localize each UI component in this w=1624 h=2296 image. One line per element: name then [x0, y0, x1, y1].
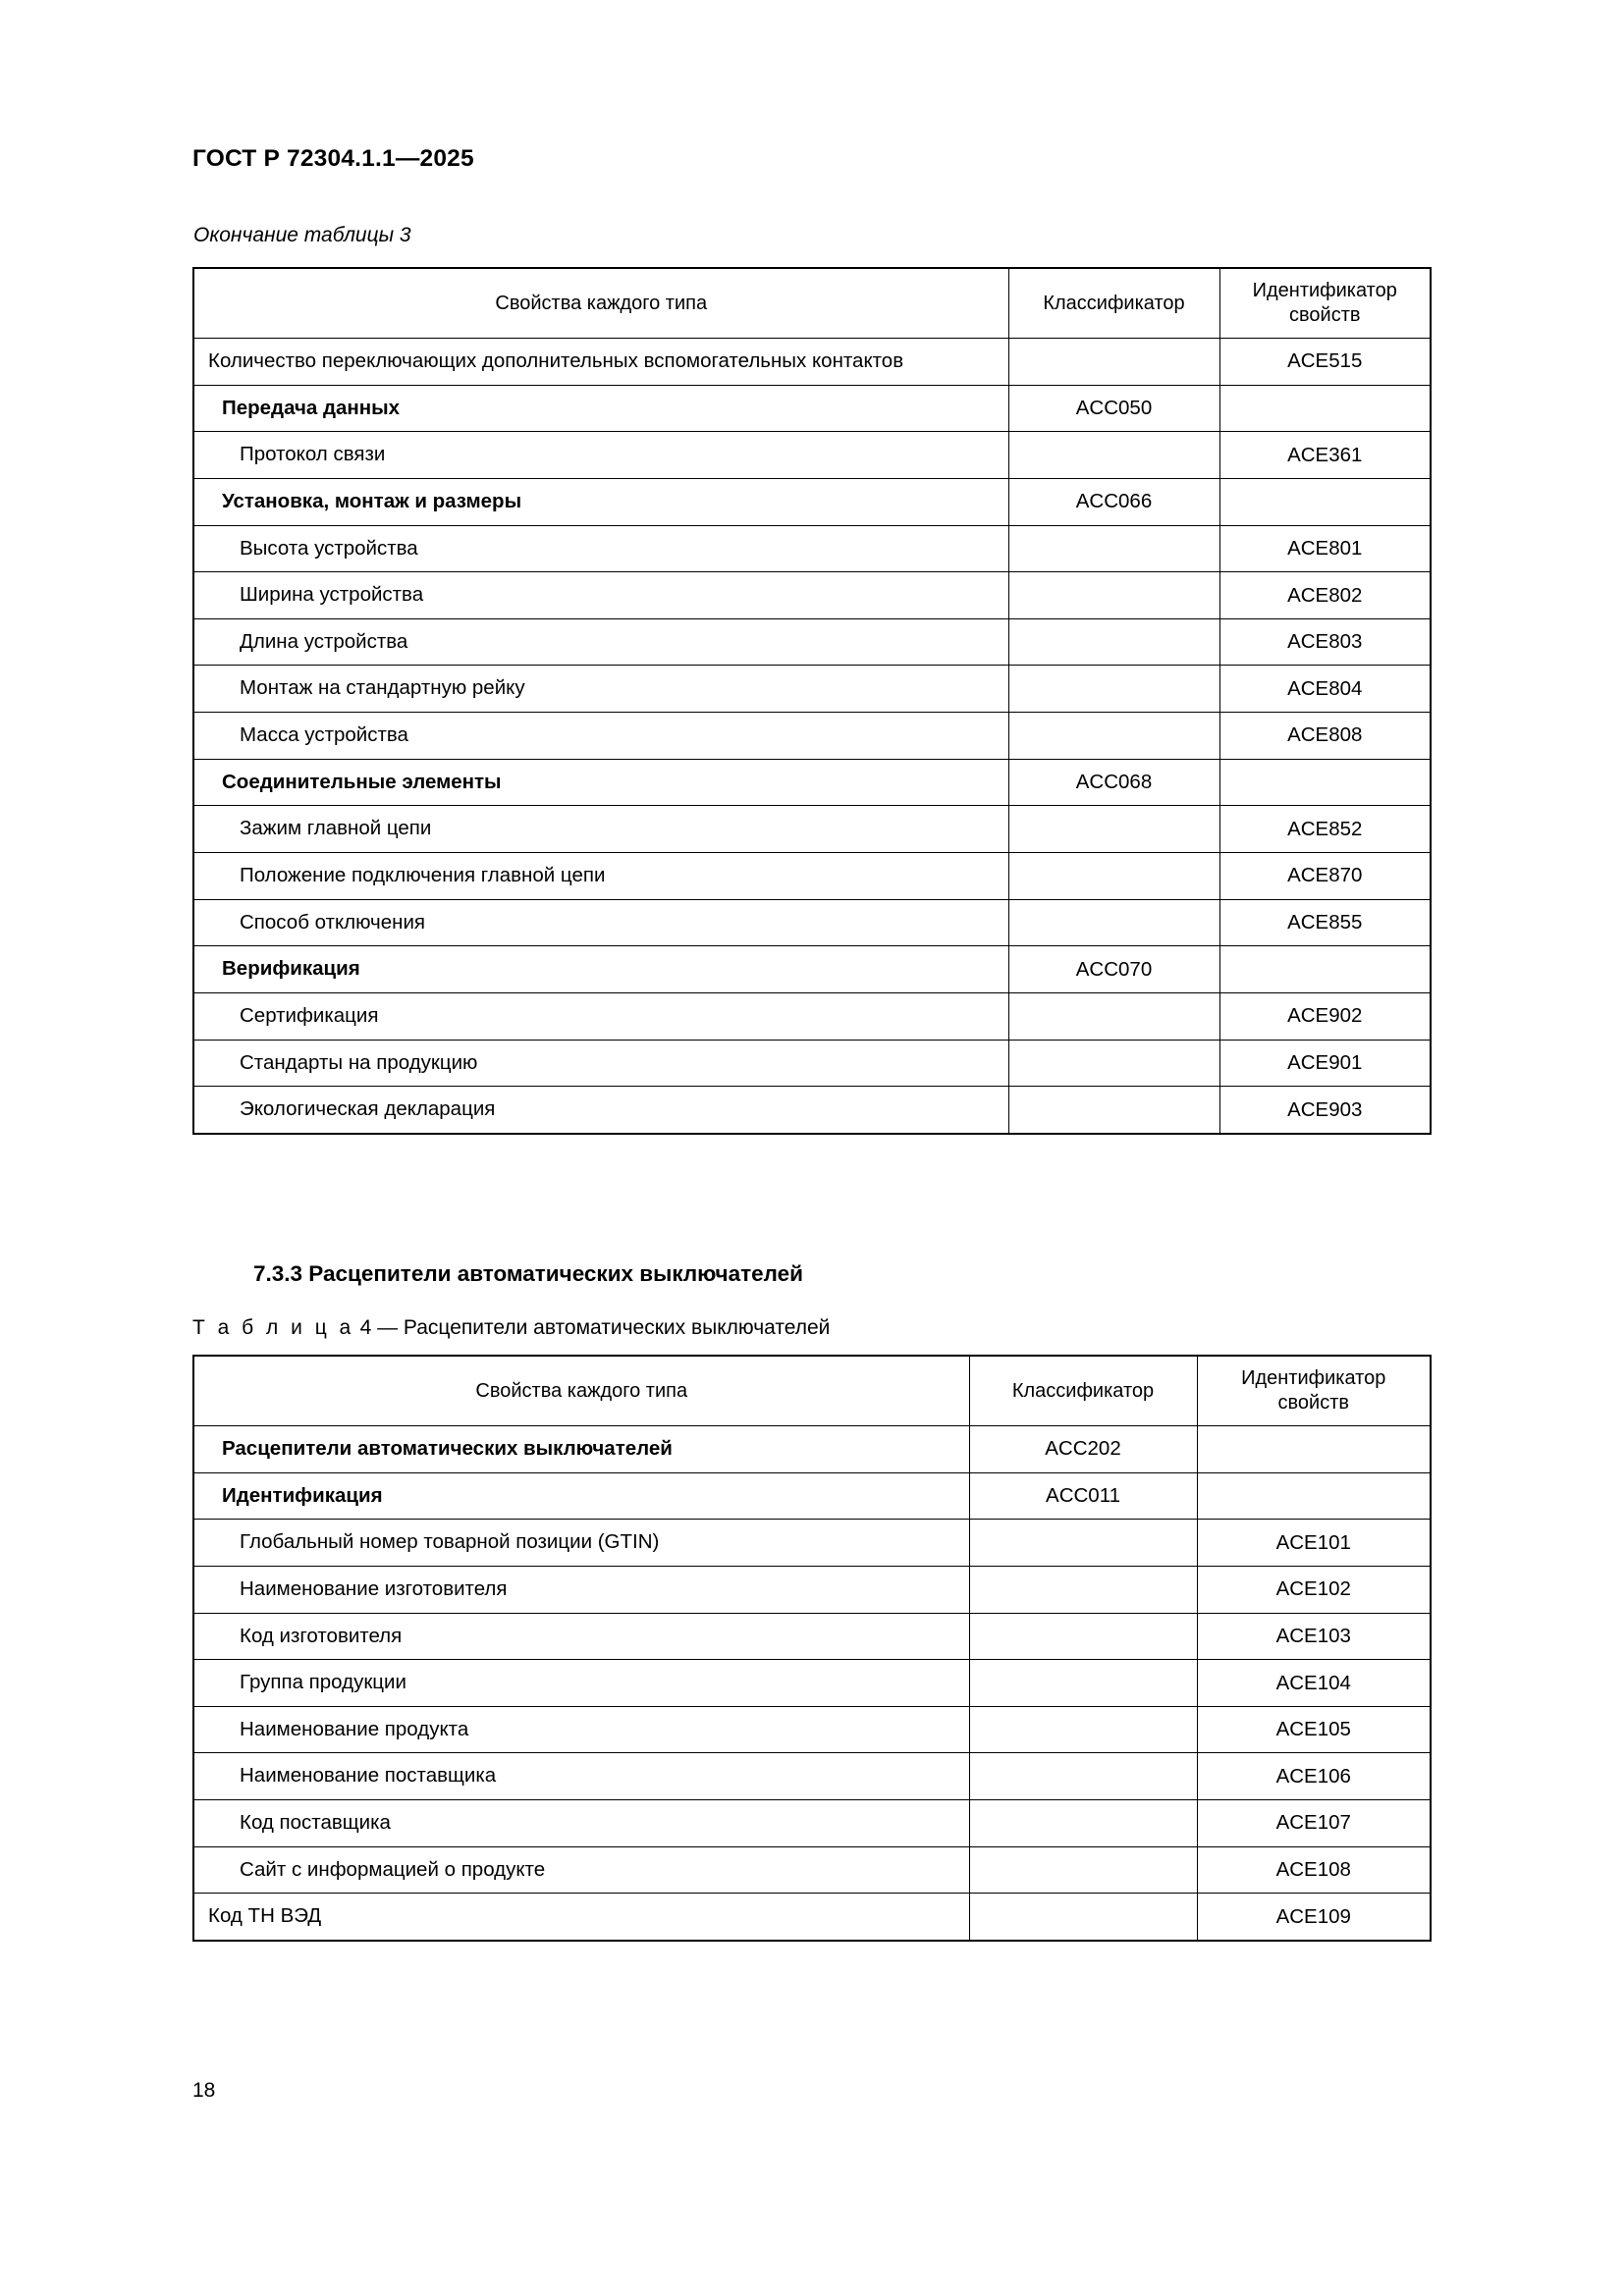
- cell-classifier: [1008, 899, 1219, 946]
- cell-property-name: Группа продукции: [193, 1660, 969, 1707]
- cell-property-name: Протокол связи: [193, 432, 1008, 479]
- table-row: [193, 432, 1431, 479]
- table-row: [193, 1706, 1431, 1753]
- column-header-classifier: Классификатор: [969, 1356, 1197, 1426]
- cell-property-id: [1197, 1472, 1431, 1520]
- cell-property-id: ACE852: [1219, 806, 1431, 853]
- table-row: [193, 1087, 1431, 1134]
- cell-property-name: Положение подключения главной цепи: [193, 853, 1008, 900]
- table-4: [192, 1355, 1432, 1942]
- table-row: [193, 385, 1431, 432]
- cell-property-name: Код ТН ВЭД: [193, 1894, 969, 1941]
- cell-classifier: [969, 1706, 1197, 1753]
- cell-property-id: ACE802: [1219, 572, 1431, 619]
- cell-classifier: [969, 1753, 1197, 1800]
- cell-classifier: ACC050: [1008, 385, 1219, 432]
- cell-property-id: [1219, 946, 1431, 993]
- cell-property-id: ACE515: [1219, 339, 1431, 386]
- page-number: 18: [192, 2079, 216, 2102]
- cell-property-id: ACE106: [1197, 1753, 1431, 1800]
- cell-property-id: ACE804: [1219, 666, 1431, 713]
- cell-classifier: [969, 1520, 1197, 1567]
- cell-property-name: Монтаж на стандартную рейку: [193, 666, 1008, 713]
- cell-classifier: [1008, 806, 1219, 853]
- cell-classifier: [1008, 618, 1219, 666]
- table-row: [193, 899, 1431, 946]
- table-row: [193, 478, 1431, 525]
- cell-property-id: ACE108: [1197, 1846, 1431, 1894]
- cell-classifier: ACC202: [969, 1426, 1197, 1473]
- cell-property-name: Способ отключения: [193, 899, 1008, 946]
- cell-property-id: ACE104: [1197, 1660, 1431, 1707]
- table-row: [193, 853, 1431, 900]
- table-row: [193, 992, 1431, 1040]
- cell-property-id: ACE903: [1219, 1087, 1431, 1134]
- table-row: [193, 666, 1431, 713]
- cell-property-name: Глобальный номер товарной позиции (GTIN): [193, 1520, 969, 1567]
- cell-classifier: [1008, 666, 1219, 713]
- table-header-row: [193, 1356, 1431, 1426]
- cell-property-name: Ширина устройства: [193, 572, 1008, 619]
- table-3: [192, 267, 1432, 1135]
- cell-property-name: Сайт с информацией о продукте: [193, 1846, 969, 1894]
- cell-property-name: Наименование поставщика: [193, 1753, 969, 1800]
- cell-property-name: Стандарты на продукцию: [193, 1040, 1008, 1087]
- cell-property-id: ACE102: [1197, 1566, 1431, 1613]
- column-header-properties: Свойства каждого типа: [193, 268, 1008, 339]
- table-row: [193, 806, 1431, 853]
- cell-property-id: ACE901: [1219, 1040, 1431, 1087]
- table-row: [193, 1846, 1431, 1894]
- cell-classifier: [1008, 525, 1219, 572]
- cell-property-name: Передача данных: [193, 385, 1008, 432]
- table-row: [193, 1520, 1431, 1567]
- cell-classifier: [969, 1894, 1197, 1941]
- cell-property-name: Длина устройства: [193, 618, 1008, 666]
- cell-property-name: Сертификация: [193, 992, 1008, 1040]
- cell-property-name: Установка, монтаж и размеры: [193, 478, 1008, 525]
- cell-classifier: [1008, 1087, 1219, 1134]
- cell-property-id: [1219, 385, 1431, 432]
- cell-property-id: ACE109: [1197, 1894, 1431, 1941]
- cell-property-id: ACE902: [1219, 992, 1431, 1040]
- cell-property-id: [1219, 478, 1431, 525]
- cell-property-name: Верификация: [193, 946, 1008, 993]
- cell-classifier: [969, 1800, 1197, 1847]
- document-header: ГОСТ Р 72304.1.1—2025: [192, 145, 474, 172]
- cell-classifier: [1008, 1040, 1219, 1087]
- table-row: [193, 1426, 1431, 1473]
- cell-property-name: Расцепители автоматических выключателей: [193, 1426, 969, 1473]
- cell-property-name: Количество переключающих дополнительных вспомогательных контактов: [193, 339, 1008, 386]
- cell-property-name: Масса устройства: [193, 713, 1008, 760]
- column-header-classifier: Классификатор: [1008, 268, 1219, 339]
- cell-property-id: ACE803: [1219, 618, 1431, 666]
- cell-classifier: [969, 1613, 1197, 1660]
- table-header-row: [193, 268, 1431, 339]
- cell-classifier: [969, 1566, 1197, 1613]
- cell-property-name: Идентификация: [193, 1472, 969, 1520]
- table-row: [193, 339, 1431, 386]
- cell-property-name: Соединительные элементы: [193, 759, 1008, 806]
- table-row: [193, 572, 1431, 619]
- table-row: [193, 1753, 1431, 1800]
- cell-property-id: ACE361: [1219, 432, 1431, 479]
- cell-classifier: ACC070: [1008, 946, 1219, 993]
- cell-classifier: ACC066: [1008, 478, 1219, 525]
- column-header-properties: Свойства каждого типа: [193, 1356, 969, 1426]
- cell-property-name: Зажим главной цепи: [193, 806, 1008, 853]
- cell-property-id: ACE107: [1197, 1800, 1431, 1847]
- table4-title-rest: 4 — Расцепители автоматических выключателей: [359, 1316, 831, 1339]
- table-row: [193, 1800, 1431, 1847]
- table-row: [193, 618, 1431, 666]
- cell-classifier: [969, 1660, 1197, 1707]
- cell-property-id: ACE870: [1219, 853, 1431, 900]
- cell-classifier: [1008, 713, 1219, 760]
- table4-title-prefix: Т а б л и ц а: [192, 1316, 354, 1339]
- column-header-property-id: Идентификатор свойств: [1219, 268, 1431, 339]
- cell-classifier: ACC068: [1008, 759, 1219, 806]
- cell-property-name: Код изготовителя: [193, 1613, 969, 1660]
- table-row: [193, 946, 1431, 993]
- cell-property-id: ACE105: [1197, 1706, 1431, 1753]
- table3-caption: Окончание таблицы 3: [193, 224, 411, 246]
- table-row: [193, 1566, 1431, 1613]
- table4-title: [192, 1316, 830, 1340]
- cell-property-name: Экологическая декларация: [193, 1087, 1008, 1134]
- cell-classifier: [969, 1846, 1197, 1894]
- table-row: [193, 1894, 1431, 1941]
- cell-property-id: [1197, 1426, 1431, 1473]
- cell-property-name: Код поставщика: [193, 1800, 969, 1847]
- section-heading: 7.3.3 Расцепители автоматических выключателей: [253, 1261, 803, 1286]
- cell-property-id: ACE808: [1219, 713, 1431, 760]
- cell-classifier: [1008, 853, 1219, 900]
- cell-property-name: Высота устройства: [193, 525, 1008, 572]
- cell-property-id: ACE801: [1219, 525, 1431, 572]
- cell-classifier: [1008, 572, 1219, 619]
- cell-property-name: Наименование изготовителя: [193, 1566, 969, 1613]
- table-row: [193, 759, 1431, 806]
- cell-property-id: ACE855: [1219, 899, 1431, 946]
- table-row: [193, 1472, 1431, 1520]
- table-row: [193, 1613, 1431, 1660]
- table-row: [193, 1660, 1431, 1707]
- cell-classifier: ACC011: [969, 1472, 1197, 1520]
- cell-property-id: ACE101: [1197, 1520, 1431, 1567]
- cell-classifier: [1008, 432, 1219, 479]
- table-row: [193, 525, 1431, 572]
- cell-classifier: [1008, 339, 1219, 386]
- table-row: [193, 713, 1431, 760]
- cell-property-id: ACE103: [1197, 1613, 1431, 1660]
- table-row: [193, 1040, 1431, 1087]
- cell-property-id: [1219, 759, 1431, 806]
- cell-classifier: [1008, 992, 1219, 1040]
- cell-property-name: Наименование продукта: [193, 1706, 969, 1753]
- column-header-property-id: Идентификатор свойств: [1197, 1356, 1431, 1426]
